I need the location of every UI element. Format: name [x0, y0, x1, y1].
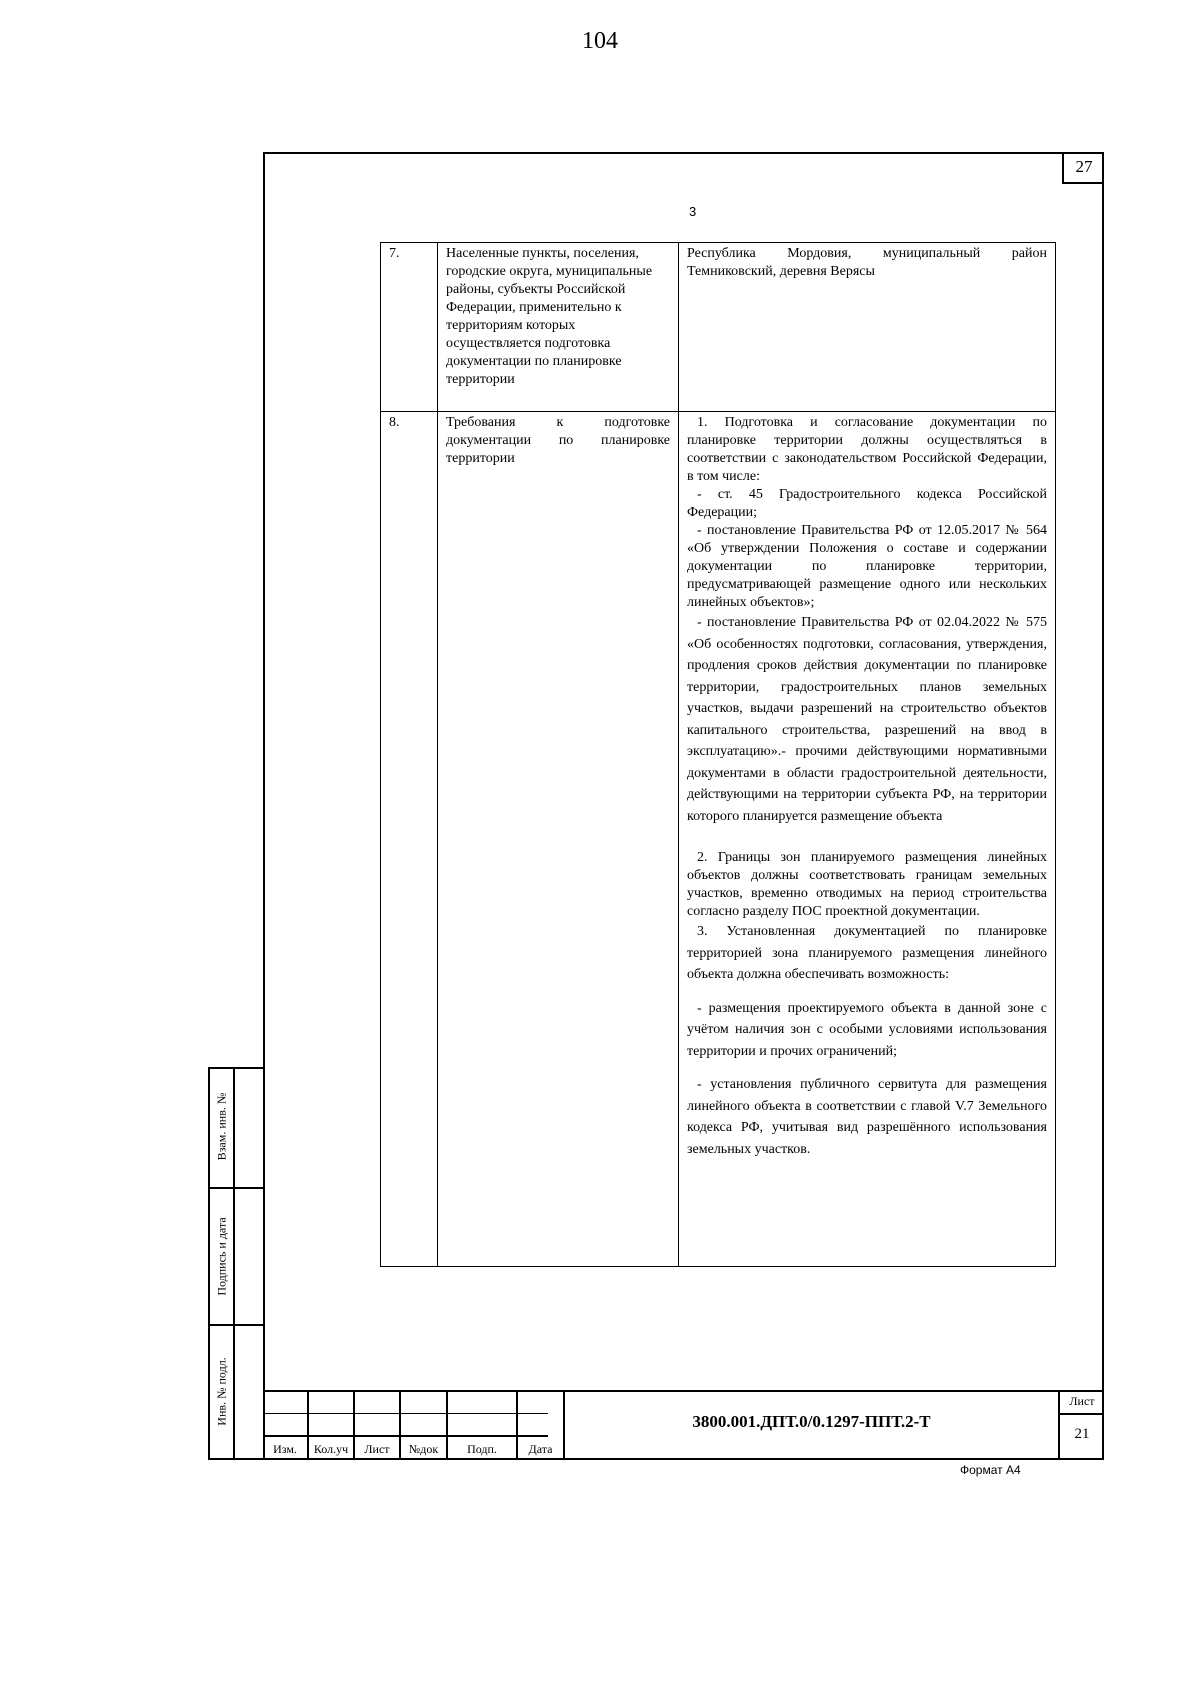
header-date: Дата	[528, 1442, 553, 1456]
requirement-paragraph: 3. Установленная документацией по планировке территорией зона планируемого размещения линейного объекта должна обеспечивать возможность:	[687, 924, 1047, 982]
header-signature: Подп.	[467, 1442, 497, 1456]
table-row	[381, 412, 1056, 1267]
table-row	[381, 243, 1056, 412]
requirement-paragraph: 1. Подготовка и согласование документации по планировке территории должны осуществляться в соответствии с законодательством Российской Федерации, в том числе:	[687, 415, 1047, 484]
sheet-value: 21	[1074, 1426, 1090, 1442]
sheet-label: Лист	[1069, 1394, 1095, 1408]
requirement-paragraph: - ст. 45 Градостроительного кодекса Российской Федерации;	[687, 487, 1047, 520]
header-change: Изм.	[273, 1442, 297, 1456]
header-sheet: Лист	[364, 1442, 390, 1456]
requirement-paragraph: 2. Границы зон планируемого размещения линейных объектов должны соответствовать границам земельных участков, временно отводимых на период строительства согласно разделу ПОС проектной документации.	[687, 850, 1047, 919]
format-label: Формат А4	[960, 1463, 1021, 1477]
requirements-table	[380, 242, 1056, 1267]
stamp-label-signature: Подпись и дата	[214, 1217, 229, 1296]
requirement-paragraph: - постановление Правительства РФ от 02.04.2022 № 575 «Об особенностях подготовки, согласования, утверждения, продления сроков действия документации по планировке территории, градостроительных планов земельных участков, выдачи разрешений на строительство объектов капитального строительства, разрешений на ввод в эксплуатацию».- прочими действующими нормативными документами в области градостроительной деятельности, действующими на территории субъекта РФ, на территории которого планируется размещение объекта	[687, 615, 1047, 824]
page-number: 104	[582, 28, 618, 54]
header-doc-number: №док	[408, 1442, 439, 1456]
top-sheet-number: 27	[1062, 152, 1104, 184]
row-value	[679, 412, 1056, 1267]
row-value: Республика Мордовия, муниципальный район Темниковский, деревня Верясы	[679, 243, 1056, 412]
requirement-paragraph: - постановление Правительства РФ от 12.05.2017 № 564 «Об утверждении Положения о составе и содержании документации по планировке территории, предусматривающей размещение одного или нескольких линейных объектов»;	[687, 523, 1047, 610]
stamp-label-inventory: Инв. № подл.	[214, 1357, 229, 1426]
inner-page-number: 3	[689, 204, 697, 219]
title-block	[263, 1390, 1104, 1460]
requirement-paragraph: - установления публичного сервитута для размещения линейного объекта в соответствии с главой V.7 Земельного кодекса РФ, учитывая вид разрешённого использования земельных участков.	[687, 1077, 1047, 1157]
row-number: 7.	[381, 243, 438, 412]
stamp-strip	[208, 1067, 264, 1460]
row-name: Населенные пункты, поселения, городские округа, муниципальные районы, субъекты Российской Федерации, применительно к территориям которых осуществляется подготовка документации по планировке территории	[438, 243, 679, 412]
row-name: Требования к подготовке документации по планировке территории	[438, 412, 679, 1267]
stamp-label-replacement: Взам. инв. №	[214, 1092, 229, 1161]
requirement-paragraph: - размещения проектируемого объекта в данной зоне с учётом наличия зон с особыми условиями использования территории и прочих ограничений;	[687, 1000, 1047, 1059]
row-number: 8.	[381, 412, 438, 1267]
document-code: 3800.001.ДПТ.0/0.1297-ППТ.2-Т	[692, 1412, 931, 1431]
header-count: Кол.уч	[313, 1442, 349, 1456]
